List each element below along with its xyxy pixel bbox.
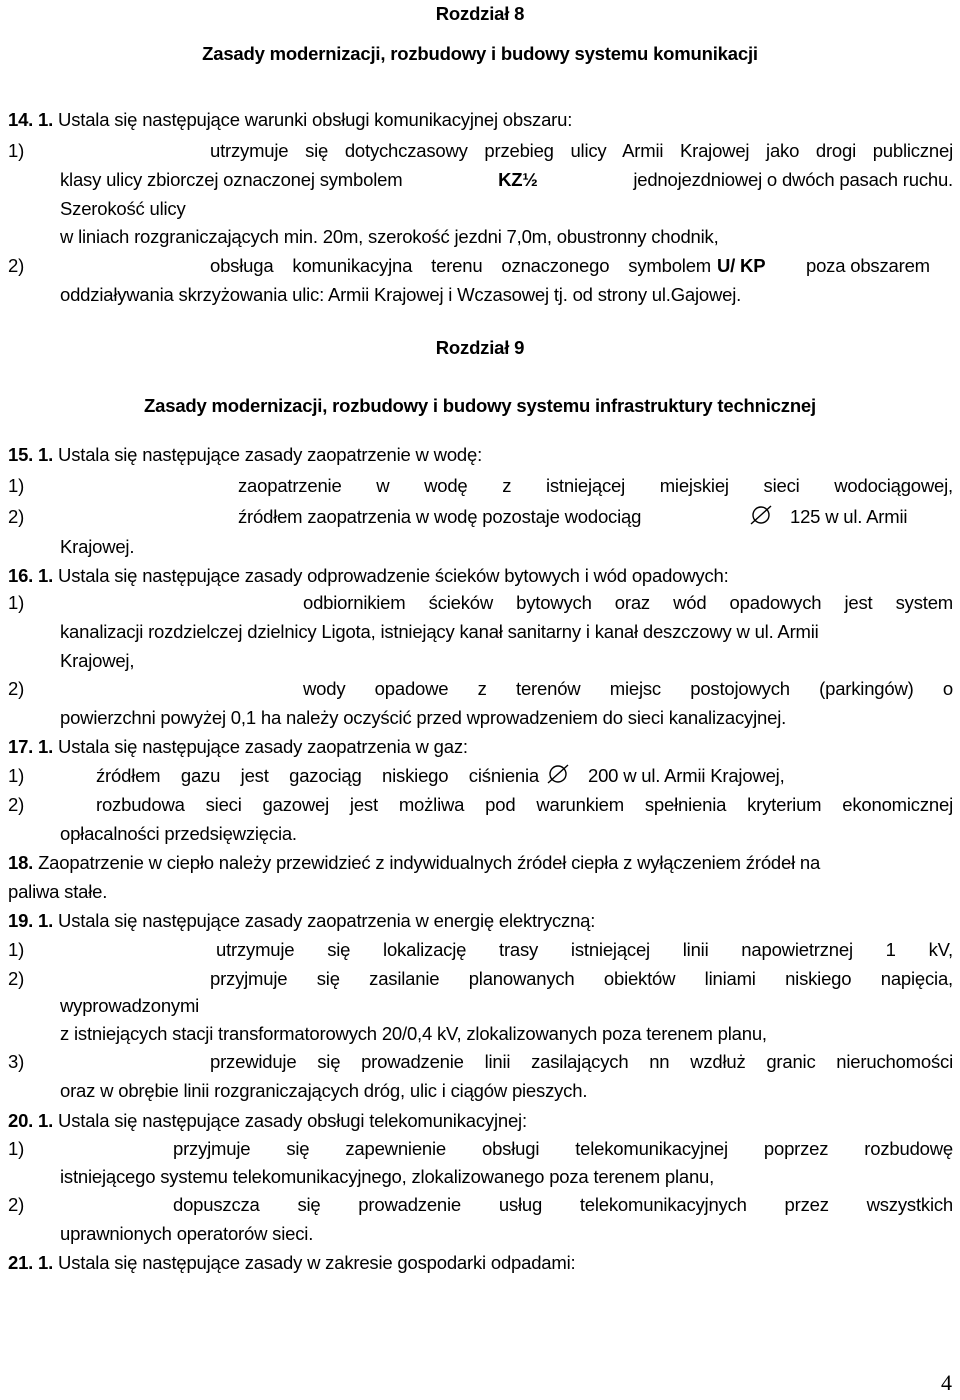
item-number: 2) xyxy=(8,794,25,815)
item-number: 1) xyxy=(8,475,25,496)
page-number: 4 xyxy=(941,1370,952,1395)
item-number: 2) xyxy=(8,968,25,989)
section-text: Ustala się następujące zasady zaopatrzenia w energię elektryczną: xyxy=(58,910,596,931)
section-18 xyxy=(8,851,820,875)
item-text: 200 w ul. Armii Krajowej, xyxy=(588,765,785,786)
item-text: obsługa komunikacyjna terenu oznaczonego symbolem xyxy=(210,255,711,276)
item-text: utrzymuje się dotychczasowy przebieg ulicy Armii Krajowej jako drogi publicznej xyxy=(210,140,953,161)
item-text: wyprowadzonymi xyxy=(60,995,200,1016)
item-text: poza obszarem xyxy=(806,255,930,276)
diameter-icon xyxy=(545,764,571,790)
item-text: 125 w ul. Armii xyxy=(790,506,908,527)
item-text: Szerokość ulicy xyxy=(60,198,186,219)
section-text: Ustala się następujące zasady w zakresie gospodarki odpadami: xyxy=(58,1252,576,1273)
list-item-continuation xyxy=(60,168,953,192)
section-20-intro xyxy=(8,1109,527,1133)
item-number: 1) xyxy=(8,765,25,786)
item-number: 2) xyxy=(8,678,25,699)
road-symbol: KZ½ xyxy=(498,169,538,190)
section-number: 15. 1. xyxy=(8,444,54,465)
item-number: 2) xyxy=(8,1194,25,1215)
item-text: zaopatrzenie w wodę z istniejącej miejskiej sieci wodociągowej, xyxy=(238,475,953,496)
item-text: klasy ulicy zbiorczej oznaczonej symbolem xyxy=(60,169,403,190)
section-text: Ustala się następujące zasady zaopatrzenie w wodę: xyxy=(58,444,483,465)
item-text: utrzymuje się lokalizację trasy istniejącej linii napowietrznej 1 kV, xyxy=(216,939,953,960)
section-17-intro xyxy=(8,735,468,759)
section-number: 17. 1. xyxy=(8,736,54,757)
item-number: 1) xyxy=(8,939,25,960)
item-number: 1) xyxy=(8,140,25,161)
section-text: Zaopatrzenie w ciepło należy przewidzieć z indywidualnych źródeł ciepła z wyłączeniem źródeł na xyxy=(38,852,821,873)
item-text: przewiduje się prowadzenie linii zasilających nn wzdłuż granic nieruchomości xyxy=(210,1051,953,1072)
chapter-9-title: Rozdział 9 xyxy=(435,337,525,358)
item-text: Krajowej. xyxy=(60,536,135,557)
section-19-intro xyxy=(8,909,595,933)
item-text: istniejącego systemu telekomunikacyjnego, zlokalizowanego poza terenem planu, xyxy=(60,1166,715,1187)
section-number: 20. 1. xyxy=(8,1110,54,1131)
item-text: odbiornikiem ścieków bytowych oraz wód opadowych jest system xyxy=(303,592,953,613)
item-text: przyjmuje się zapewnienie obsługi telekomunikacyjnej poprzez rozbudowę xyxy=(173,1138,953,1159)
item-text: przyjmuje się zasilanie planowanych obiektów liniami niskiego napięcia, xyxy=(210,968,953,989)
item-text: z istniejących stacji transformatorowych 20/0,4 kV, zlokalizowanych poza terenem planu, xyxy=(60,1023,767,1044)
item-number: 1) xyxy=(8,1138,25,1159)
chapter-8-title: Rozdział 8 xyxy=(435,3,525,24)
item-text: oraz w obrębie linii rozgraniczających dróg, ulic i ciągów pieszych. xyxy=(60,1080,588,1101)
section-text: Ustala się następujące zasady odprowadzenie ścieków bytowych i wód opadowych: xyxy=(58,565,729,586)
item-text xyxy=(790,505,952,529)
item-text: rozbudowa sieci gazowej jest możliwa pod warunkiem spełnienia kryterium ekonomicznej xyxy=(96,794,953,815)
chapter-8-subtitle: Zasady modernizacji, rozbudowy i budowy systemu komunikacji xyxy=(202,43,758,64)
chapter-9-subtitle: Zasady modernizacji, rozbudowy i budowy systemu infrastruktury technicznej xyxy=(144,395,816,416)
item-text: wody opadowe z terenów miejsc postojowych (parkingów) o xyxy=(303,678,953,699)
item-number: 1) xyxy=(8,592,25,613)
item-text: oddziaływania skrzyżowania ulic: Armii Krajowej i Wczasowej tj. od strony ul.Gajowej. xyxy=(60,284,742,305)
section-21-intro xyxy=(8,1251,575,1275)
section-text: Ustala się następujące zasady zaopatrzenia w gaz: xyxy=(58,736,468,757)
item-number: 2) xyxy=(8,255,25,276)
item-text: źródłem gazu jest gazociąg niskiego ciśnienia xyxy=(96,765,539,786)
item-text: w liniach rozgraniczających min. 20m, szerokość jezdni 7,0m, obustronny chodnik, xyxy=(60,226,719,247)
section-number: 16. 1. xyxy=(8,565,54,586)
section-16-intro xyxy=(8,564,729,588)
section-text: paliwa stałe. xyxy=(8,881,108,902)
zone-symbol: U/ KP xyxy=(717,255,766,276)
item-number: 2) xyxy=(8,506,25,527)
item-text: uprawnionych operatorów sieci. xyxy=(60,1223,314,1244)
item-text: źródłem zaopatrzenia w wodę pozostaje wodociąg xyxy=(238,506,642,527)
item-text: kanalizacji rozdzielczej dzielnicy Ligota, istniejący kanał sanitarny i kanał deszczowy w ul. Armii xyxy=(60,621,819,642)
item-text: powierzchni powyżej 0,1 ha należy oczyścić przed wprowadzeniem do sieci kanalizacyjnej. xyxy=(60,707,787,728)
item-number: 3) xyxy=(8,1051,25,1072)
diameter-icon xyxy=(748,505,774,531)
section-14-intro xyxy=(8,108,572,132)
item-text: dopuszcza się prowadzenie usług telekomunikacyjnych przez wszystkich xyxy=(173,1194,953,1215)
item-text: Krajowej, xyxy=(60,650,135,671)
section-text: Ustala się następujące zasady obsługi telekomunikacyjnej: xyxy=(58,1110,527,1131)
section-number: 19. 1. xyxy=(8,910,54,931)
section-15-intro xyxy=(8,443,482,467)
section-number: 18. xyxy=(8,852,34,873)
item-text: jednojezdniowej o dwóch pasach ruchu. xyxy=(633,169,953,190)
item-text: opłacalności przedsięwzięcia. xyxy=(60,823,297,844)
section-text: Ustala się następujące warunki obsługi komunikacyjnej obszaru: xyxy=(58,109,573,130)
section-number: 21. 1. xyxy=(8,1252,54,1273)
item-text xyxy=(238,505,742,529)
section-number: 14. 1. xyxy=(8,109,54,130)
